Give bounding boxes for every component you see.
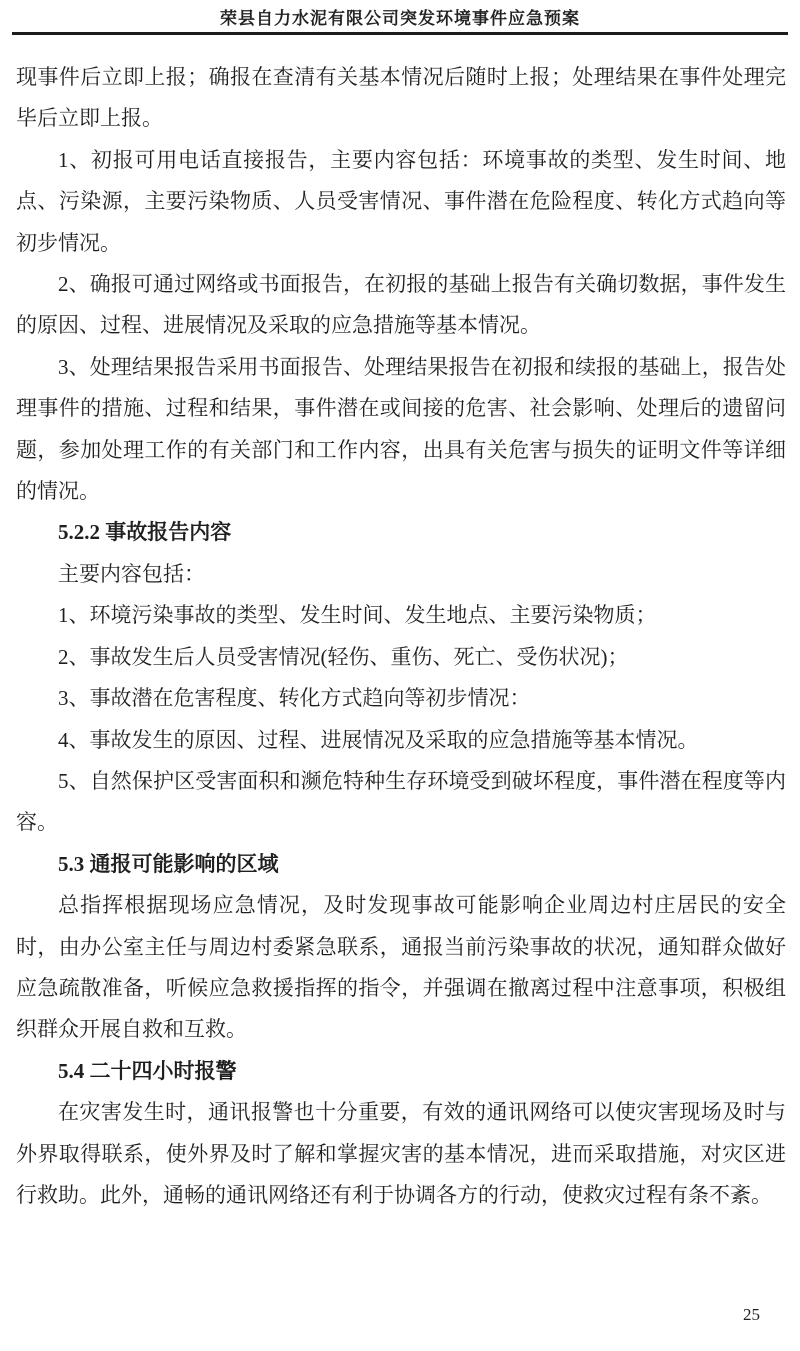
paragraph: 3、事故潜在危害程度、转化方式趋向等初步情况：	[58, 686, 531, 711]
paragraph: 在灾害发生时，通讯报警也十分重要，有效的通讯网络可以使灾害现场及时与外界取得联系，使外界及时了解和掌握灾害的基本情况，进而采取措施，对灾区进行救助。此外，通畅的通讯网络还有利于协调各方的行动，使救灾过程有条不紊。	[16, 1100, 786, 1207]
document-title: 荣县自力水泥有限公司突发环境事件应急预案	[220, 9, 580, 28]
paragraph: 2、事故发生后人员受害情况(轻伤、重伤、死亡、受伤状况)；	[58, 644, 629, 669]
paragraph: 5、自然保护区受害面积和濒危特种生存环境受到破坏程度，事件潜在程度等内容。	[16, 768, 786, 835]
paragraph: 4、事故发生的原因、过程、进展情况及采取的应急措施等基本情况。	[58, 727, 699, 752]
paragraph: 1、初报可用电话直接报告，主要内容包括：环境事故的类型、发生时间、地点、污染源，主要污染物质、人员受害情况、事件潜在危险程度、转化方式趋向等初步情况。	[16, 147, 786, 255]
section-heading: 5.2.2 事故报告内容	[58, 520, 232, 545]
paragraph: 1、环境污染事故的类型、发生时间、发生地点、主要污染物质；	[58, 603, 657, 628]
page-header	[0, 0, 800, 35]
section-heading: 5.4 二十四小时报警	[58, 1058, 237, 1083]
paragraph: 主要内容包括：	[58, 561, 205, 586]
page-number: 25	[743, 1305, 760, 1324]
paragraph: 2、确报可通过网络或书面报告，在初报的基础上报告有关确切数据，事件发生的原因、过程、进展情况及采取的应急措施等基本情况。	[16, 272, 786, 338]
paragraph: 总指挥根据现场应急情况，及时发现事故可能影响企业周边村庄居民的安全时，由办公室主任与周边村委紧急联系，通报当前污染事故的状况，通知群众做好应急疏散准备，听候应急救援指挥的指令，并强调在撤离过程中注意事项，积极组织群众开展自救和互救。	[16, 893, 786, 1042]
document-body	[0, 35, 800, 1216]
paragraph: 3、处理结果报告采用书面报告、处理结果报告在初报和续报的基础上，报告处理事件的措施、过程和结果，事件潜在或间接的危害、社会影响、处理后的遗留问题，参加处理工作的有关部门和工作内容，出具有关危害与损失的证明文件等详细的情况。	[16, 354, 786, 504]
paragraph: 现事件后立即上报；确报在查清有关基本情况后随时上报；处理结果在事件处理完毕后立即上报。	[16, 65, 786, 131]
section-heading: 5.3 通报可能影响的区域	[58, 851, 279, 876]
